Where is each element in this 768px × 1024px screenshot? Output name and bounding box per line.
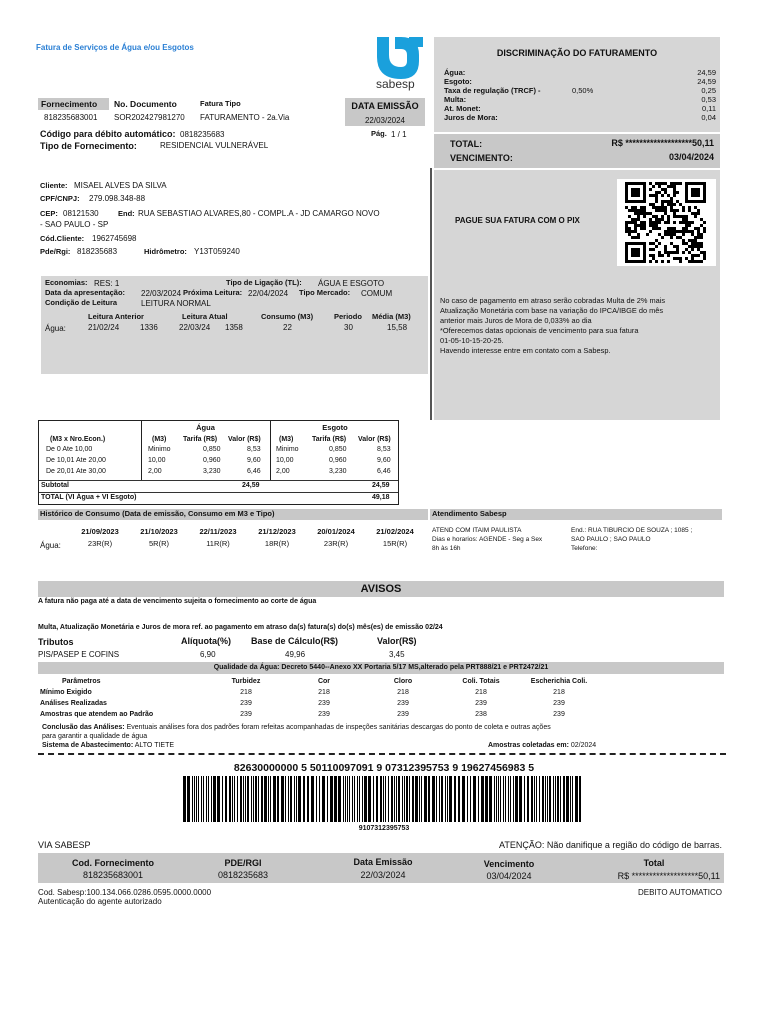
avisos-text: A fatura não paga até a data de vencimento sujeita o fornecimento ao corte de água	[38, 598, 317, 605]
cliente-label: Cliente:	[40, 181, 68, 190]
qualidade-cell: 218	[397, 689, 409, 696]
tributos-aliquota: 6,90	[200, 650, 216, 659]
qualidade-row-label: Mínimo Exigido	[40, 689, 92, 696]
tipo-fornecimento-value: RESIDENCIAL VULNERÁVEL	[160, 141, 269, 150]
tarifa-agua-m3: 10,00	[148, 457, 166, 464]
codigo-debito-label: Código para débito automático:	[40, 129, 176, 139]
tarifa-agua-tarifa: 0,850	[203, 446, 221, 453]
qualidade-cell: 218	[240, 689, 252, 696]
tarifa-total-line	[39, 492, 398, 493]
barcode-number: 9107312395753	[358, 825, 410, 832]
sistema-label: Sistema de Abastecimento:	[42, 742, 134, 749]
leitura-periodo: 30	[344, 323, 353, 332]
discrim-item-label: Juros de Mora:	[444, 113, 498, 122]
fornecimento-label-bg	[38, 98, 109, 110]
hidrometro-value: Y13T059240	[194, 247, 240, 256]
tarifa-faixa: De 20,01 Ate 30,00	[46, 468, 106, 475]
historico-value: 23R(R)	[323, 538, 349, 548]
logo-text: sabesp	[376, 77, 415, 91]
aliquota-label: Alíquota(%)	[181, 636, 231, 646]
rodape-pde-label: PDE/RGI	[224, 858, 262, 868]
pde-value: 818235683	[77, 247, 118, 256]
total-value: R$ *******************50,11	[611, 138, 714, 148]
historico-title: Histórico de Consumo (Data de emissão, Consumo em M3 e Tipo)	[40, 509, 275, 518]
tarifa-subtotal-esgoto: 24,59	[372, 482, 390, 489]
document-title: Fatura de Serviços de Água e/ou Esgotos	[36, 43, 194, 52]
historico-entry	[188, 528, 248, 548]
tarifa-subtotal-label: Subtotal	[41, 482, 69, 489]
pix-label: PAGUE SUA FATURA COM O PIX	[455, 216, 580, 225]
qualidade-col-header: Cor	[317, 678, 331, 685]
cpf-value: 279.098.348-88	[89, 194, 146, 203]
tipo-mercado-value: COMUM	[361, 289, 393, 298]
via-sabesp: VIA SABESP	[38, 840, 91, 850]
tarifa-esgoto-valor: 6,46	[377, 468, 391, 475]
tarifa-agua-m3: Minimo	[148, 446, 171, 453]
discrim-item-label: Taxa de regulação (TRCF) -	[444, 86, 541, 95]
cut-line	[38, 753, 726, 755]
qualidade-cell: 239	[553, 711, 565, 718]
tarifa-esgoto-m3: 10,00	[276, 457, 294, 464]
rodape-cod-label: Cod. Fornecimento	[71, 858, 154, 868]
cod-sabesp: Cod. Sabesp:100.134.066.0286.0595.0000.0000	[38, 888, 212, 897]
economias-label: Economias:	[45, 278, 88, 287]
historico-entry	[247, 528, 307, 548]
cpf-label: CPF/CNPJ:	[40, 194, 80, 203]
atendimento-title: Atendimento Sabesp	[432, 509, 507, 518]
rodape-emissao-label: Data Emissão	[353, 857, 413, 867]
historico-entry	[306, 528, 366, 548]
historico-value: 15R(R)	[382, 538, 408, 548]
cod-cliente-label: Cód.Cliente:	[40, 234, 85, 243]
qualidade-cell: 218	[553, 689, 565, 696]
tarifa-subtotal-agua: 24,59	[242, 482, 260, 489]
tarifa-col-faixa: (M3 x Nro.Econ.)	[50, 436, 106, 443]
avisos-header	[38, 581, 724, 597]
tarifa-esgoto-tarifa: 0,960	[329, 457, 347, 464]
atendimento-r3: Telefone:	[571, 545, 598, 553]
discrim-item-value: 0,04	[701, 113, 716, 122]
proxima-leitura-value: 22/04/2024	[248, 289, 289, 298]
qualidade-col-header: Cloro	[393, 678, 413, 685]
pag-label: Pág.	[371, 129, 387, 138]
historico-date: 21/02/2024	[376, 527, 414, 536]
vencimento-label: VENCIMENTO:	[450, 153, 513, 163]
discrim-item	[444, 69, 716, 78]
leitura-header-consumo: Consumo (M3)	[261, 312, 314, 321]
aviso-line: No caso de pagamento em atraso serão cobradas Multa de 2% mais	[440, 296, 666, 305]
end-label: End:	[118, 209, 135, 218]
tarifa-agua-valor: 9,60	[247, 457, 261, 464]
total-panel	[434, 134, 720, 168]
documento-value: SOR202427981270	[114, 113, 185, 122]
qr-code-icon	[617, 179, 716, 266]
historico-entry	[70, 528, 130, 548]
sabesp-logo-icon	[375, 35, 427, 81]
tarifa-total-label: TOTAL (VI Água + VI Esgoto)	[41, 494, 137, 501]
qualidade-cell: 239	[318, 711, 330, 718]
tarifa-col-valor-agua: Valor (R$)	[228, 436, 261, 443]
tarifa-esgoto-valor: 9,60	[377, 457, 391, 464]
leitura-header-anterior: Leitura Anterior	[88, 312, 144, 321]
tarifa-agua-tarifa: 0,960	[203, 457, 221, 464]
end-line-1: RUA SEBASTIAO ALVARES,80 - COMPL.A - JD CAMARGO NOVO	[138, 209, 380, 218]
rodape-pde-value: 0818235683	[217, 870, 269, 880]
qualidade-col-header: Parâmetros	[62, 678, 101, 685]
qualidade-cell: 239	[240, 700, 252, 707]
tarifa-esgoto-valor: 8,53	[377, 446, 391, 453]
tipo-ligacao-label: Tipo de Ligação (TL):	[226, 278, 302, 287]
historico-entry	[365, 528, 425, 548]
tarifa-table	[38, 420, 399, 505]
discrim-item-value: 24,59	[697, 68, 716, 77]
discriminacao-panel	[434, 37, 720, 132]
tarifa-agua-header: Água	[196, 423, 215, 432]
qualidade-row-label: Análises Realizadas	[40, 700, 107, 707]
qualidade-row	[40, 689, 600, 700]
qualidade-row	[40, 700, 600, 711]
tarifa-esgoto-header: Esgoto	[322, 423, 348, 432]
tarifa-row	[39, 457, 398, 468]
tarifa-row	[39, 446, 398, 457]
conclusao-line-1	[42, 724, 551, 732]
amostras-line	[488, 742, 596, 750]
qualidade-cell: 218	[475, 689, 487, 696]
historico-date: 22/11/2023	[199, 527, 237, 536]
historico-entries	[70, 527, 414, 553]
hidrometro-label: Hidrômetro:	[144, 247, 187, 256]
historico-value: 23R(R)	[87, 538, 113, 548]
leitura-atual-valor: 1358	[225, 323, 243, 332]
tarifa-total-value: 49,18	[372, 494, 390, 501]
qualidade-cell: 239	[553, 700, 565, 707]
data-emissao-box	[345, 98, 425, 126]
historico-date: 20/01/2024	[317, 527, 355, 536]
leitura-row-label: Água:	[45, 324, 66, 333]
tarifa-esgoto-tarifa: 0,850	[329, 446, 347, 453]
tributos-base: 49,96	[285, 650, 306, 659]
discrim-item	[444, 96, 716, 105]
qualidade-header	[38, 662, 724, 674]
atendimento-right	[571, 526, 692, 553]
leitura-ant-valor: 1336	[140, 323, 158, 332]
qualidade-col-header: Turbidez	[231, 678, 261, 685]
discrim-item	[444, 114, 716, 123]
proxima-leitura-label: Próxima Leitura:	[183, 288, 243, 297]
tarifa-subtotal-line	[39, 480, 398, 481]
economias-value: RES: 1	[94, 279, 120, 288]
tarifa-row	[39, 468, 398, 479]
fornecimento-label: Fornecimento	[41, 99, 98, 109]
linha-digitavel[interactable]: 82630000000 5 50110097091 9 07312395753 9 19627456983 5	[233, 762, 535, 774]
historico-value: 11R(R)	[206, 538, 230, 548]
atendimento-l1: ATEND COM ITAIM PAULISTA	[432, 527, 522, 534]
sistema-value: ALTO TIETE	[134, 742, 175, 749]
tarifa-col-m3-esgoto: (M3)	[279, 436, 294, 443]
qualidade-header-row	[40, 678, 600, 689]
discrim-item-value: 24,59	[697, 77, 716, 86]
avisos-title: AVISOS	[360, 583, 402, 595]
tarifa-col-m3-agua: (M3)	[152, 436, 167, 443]
discrim-item-pct: 0,50%	[572, 86, 594, 95]
tarifa-agua-m3: 2,00	[148, 468, 162, 475]
fatura-tipo-label: Fatura Tipo	[200, 99, 241, 108]
sabesp-logo	[375, 35, 427, 93]
atendimento-r1: End.: RUA TIBURCIO DE SOUZA ; 1085 ;	[571, 527, 693, 534]
atendimento-header	[430, 509, 722, 520]
avisos-multa: Multa, Atualização Monetária e Juros de mora ref. ao pagamento em atraso da(s) fatura(s) do(s) mês(es) de emissão 02/24	[38, 624, 443, 631]
tarifa-col-tarifa-esgoto: Tarifa (R$)	[312, 436, 347, 443]
leitura-header-periodo: Periodo	[334, 312, 362, 321]
pde-label: Pde/Rgi:	[40, 247, 71, 256]
barcode-icon	[183, 776, 583, 822]
barcode[interactable]	[183, 776, 583, 822]
condicao-value: LEITURA NORMAL	[141, 299, 211, 308]
historico-header	[38, 509, 428, 520]
historico-row-label: Água:	[40, 541, 61, 550]
data-apresentacao-value: 22/03/2024	[141, 289, 182, 298]
tipo-ligacao-value: ÁGUA E ESGOTO	[318, 279, 385, 288]
qualidade-cell: 238	[475, 711, 487, 718]
tarifa-col-tarifa-agua: Tarifa (R$)	[183, 436, 218, 443]
aviso-multa	[440, 296, 718, 356]
cod-cliente-value: 1962745698	[92, 234, 137, 243]
rodape-emissao-value: 22/03/2024	[360, 870, 406, 880]
atencao-text: ATENÇÃO: Não danifique a região do código de barras.	[499, 840, 722, 850]
tributos-nome: PIS/PASEP E COFINS	[38, 650, 120, 659]
discrim-item-label: Multa:	[444, 95, 467, 104]
leitura-ant-data: 21/02/24	[88, 323, 120, 332]
leitura-consumo: 22	[283, 323, 292, 332]
aviso-line: 01-05-10-15-20-25.	[440, 335, 504, 345]
aviso-line: Atualização Monetária com base na variação do IPCA/IBGE do mês	[440, 305, 664, 315]
qualidade-cell: 239	[475, 700, 487, 707]
atendimento-l2: Dias e horarios: AGENDE - Seg a Sex	[432, 536, 543, 544]
data-apresentacao-label: Data da apresentação:	[45, 288, 126, 297]
tarifa-esgoto-tarifa: 3,230	[329, 468, 347, 475]
pix-qr-code[interactable]	[617, 179, 716, 266]
conclusao-text-1: Eventuais análises fora dos padrões foram refeitas acompanhadas de inspeções sanitárias descargas do ponto de coleta e outras ações	[126, 724, 551, 731]
data-emissao-value: 22/03/2024	[364, 116, 406, 125]
sistema-line	[42, 742, 174, 750]
tributos-label: Tributos	[38, 637, 74, 647]
historico-date: 21/12/2023	[258, 527, 296, 536]
tributos-valor: 3,45	[389, 650, 405, 659]
tipo-mercado-label: Tipo Mercado:	[299, 288, 351, 297]
debito-automatico: DEBITO AUTOMATICO	[637, 888, 722, 897]
qualidade-title: Qualidade da Água: Decreto 5440--Anexo XX Portaria 5/17 MS,alterado pela PRT888/21 e PRT2472/21	[213, 664, 549, 671]
qualidade-table	[40, 678, 600, 722]
amostras-value: 02/2024	[570, 742, 597, 749]
fornecimento-value: 818235683001	[44, 113, 98, 122]
rodape-cod-value: 818235683001	[82, 870, 144, 880]
tarifa-rows	[39, 446, 398, 479]
conclusao-label: Conclusão das Análises:	[42, 724, 125, 731]
historico-date: 21/09/2023	[81, 527, 119, 536]
aviso-line: *Oferecemos datas opcionais de vencimento para sua fatura	[440, 325, 639, 335]
leitura-header-media: Média (M3)	[372, 312, 411, 321]
tarifa-agua-tarifa: 3,230	[203, 468, 221, 475]
aviso-line: Havendo interesse entre em contato com a Sabesp.	[440, 345, 611, 355]
discrim-item-value: 0,25	[701, 86, 716, 95]
discrim-item	[444, 87, 716, 96]
qualidade-cell: 239	[318, 700, 330, 707]
leitura-panel	[41, 276, 428, 374]
qualidade-col-header: Coli. Totais	[462, 678, 500, 685]
qualidade-row	[40, 711, 600, 722]
pix-panel	[434, 170, 720, 420]
autenticacao: Autenticação do agente autorizado	[38, 897, 162, 906]
historico-value: 18R(R)	[264, 538, 290, 548]
cep-label: CEP:	[40, 209, 58, 218]
historico-entry	[129, 528, 189, 548]
valor-label: Valor(R$)	[377, 636, 417, 646]
qualidade-cell: 239	[240, 711, 252, 718]
discrim-item-label: At. Monet:	[444, 104, 481, 113]
tipo-fornecimento-label: Tipo de Fornecimento:	[40, 141, 137, 151]
tarifa-faixa: De 10,01 Ate 20,00	[46, 457, 106, 464]
leitura-header-atual: Leitura Atual	[182, 312, 228, 321]
discrim-item-label: Água:	[444, 68, 466, 77]
tarifa-agua-valor: 6,46	[247, 468, 261, 475]
tarifa-faixa: De 0 Ate 10,00	[46, 446, 93, 453]
amostras-label: Amostras coletadas em:	[488, 742, 569, 749]
discriminacao-items	[444, 69, 716, 123]
discriminacao-title: DISCRIMINAÇÃO DO FATURAMENTO	[496, 48, 658, 58]
divider-vertical	[430, 168, 432, 420]
base-label: Base de Cálculo(R$)	[251, 636, 339, 646]
tarifa-esgoto-m3: 2,00	[276, 468, 290, 475]
discrim-item-value: 0,11	[701, 104, 716, 113]
rodape-panel	[38, 853, 724, 883]
qualidade-cell: 239	[397, 700, 409, 707]
qualidade-cell: 239	[397, 711, 409, 718]
codigo-debito-value: 0818235683	[180, 130, 225, 139]
rodape-venc-value: 03/04/2024	[486, 871, 532, 881]
fatura-tipo-value: FATURAMENTO - 2a.Via	[200, 113, 290, 122]
data-emissao-label: DATA EMISSÃO	[351, 101, 419, 111]
aviso-line: anterior mais Juros de Mora de 0,033% ao dia	[440, 315, 592, 325]
leitura-atual-data: 22/03/24	[179, 323, 211, 332]
conclusao-text-2: para garantir a qualidade de água	[42, 733, 148, 740]
atendimento-left	[432, 526, 542, 553]
qualidade-col-header: Escherichia Coli.	[530, 678, 588, 685]
cep-value: 08121530	[63, 209, 99, 218]
discrim-item-value: 0,53	[701, 95, 716, 104]
tarifa-esgoto-m3: Minimo	[276, 446, 299, 453]
atendimento-l3: 8h às 16h	[432, 545, 461, 553]
rodape-total-label: Total	[643, 858, 665, 868]
cliente-value: MISAEL ALVES DA SILVA	[74, 181, 167, 190]
qualidade-row-label: Amostras que atendem ao Padrão	[40, 711, 154, 718]
discrim-item-label: Esgoto:	[444, 77, 472, 86]
total-label: TOTAL:	[450, 139, 483, 149]
end-line-2: - SAO PAULO - SP	[40, 220, 109, 229]
qualidade-cell: 218	[318, 689, 330, 696]
historico-value: 5R(R)	[149, 538, 169, 548]
atendimento-r2: SAO PAULO ; SAO PAULO	[571, 536, 651, 544]
documento-label: No. Documento	[114, 99, 177, 109]
leitura-media: 15,58	[387, 323, 408, 332]
vencimento-value: 03/04/2024	[668, 152, 714, 162]
tarifa-agua-valor: 8,53	[247, 446, 261, 453]
condicao-label: Condição de Leitura	[45, 298, 118, 307]
pag-value: 1 / 1	[391, 130, 407, 139]
historico-date: 21/10/2023	[140, 527, 178, 536]
rodape-total-value: R$ *******************50,11	[617, 871, 720, 881]
rodape-venc-label: Vencimento	[483, 859, 535, 869]
tarifa-col-valor-esgoto: Valor (R$)	[358, 436, 391, 443]
